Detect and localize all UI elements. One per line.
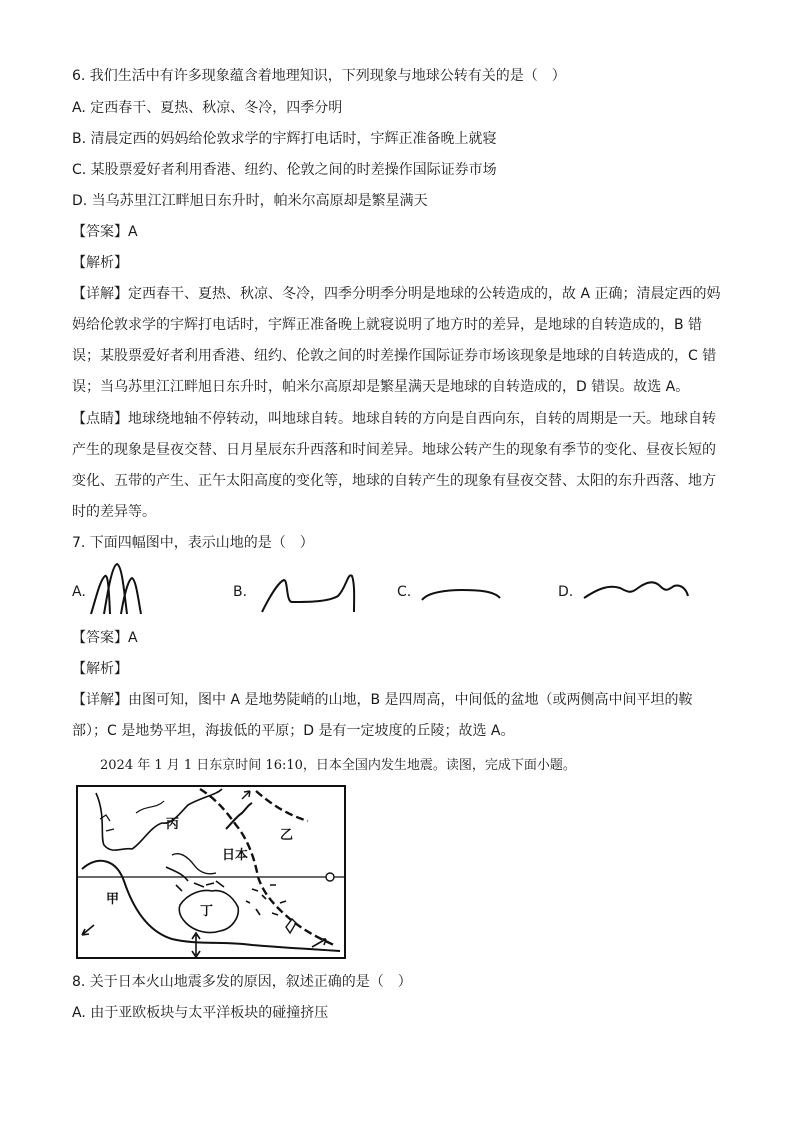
map-label-jia: 甲 <box>106 892 120 907</box>
plate-map <box>76 785 346 959</box>
q7-detail-label: 【详解】 <box>72 692 128 708</box>
equator-marker <box>326 873 334 881</box>
map-label-yi: 乙 <box>280 828 294 843</box>
q7-detail-line-2: 部）；C 是地势平坦，海拔低的平原；D 是有一定坡度的丘陵；故选 A。 <box>72 723 515 739</box>
q7-figure-d-hills <box>582 578 690 606</box>
q7-stem: 7. 下面四幅图中，表示山地的是（ ） <box>72 535 314 551</box>
q6-tip-line-1: 【点睛】地球绕地轴不停转动，叫地球自转。地球自转的方向是自西向东，自转的周期是一天。地球自转 <box>72 411 716 427</box>
material-intro: 2024 年 1 月 1 日东京时间 16:10，日本全国内发生地震。读图，完成下面小题。 <box>100 758 576 773</box>
q6-option-c: C. 某股票爱好者利用香港、纽约、伦敦之间的时差操作国际证券市场 <box>72 162 497 178</box>
q6-detail-line-3: 误；某股票爱好者利用香港、纽约、伦敦之间的时差操作国际证券市场该现象是地球的自转造成的，C 错 <box>72 348 717 364</box>
q7-option-d-label: D. <box>558 584 574 600</box>
map-label-bing: 丙 <box>166 817 180 832</box>
q7-option-b-label: B. <box>233 584 248 600</box>
q6-tip-line-3: 变化、五带的产生、正午太阳高度的变化等，地球的自转产生的现象有昼夜交替、太阳的东升西落、地方 <box>72 473 716 489</box>
q7-analysis-label: 【解析】 <box>72 661 128 677</box>
q6-detail-line-4: 误；当乌苏里江江畔旭日东升时，帕米尔高原却是繁星满天是地球的自转造成的，D 错误。故选 A。 <box>72 379 690 395</box>
q8-stem: 8. 关于日本火山地震多发的原因，叙述正确的是（ ） <box>72 974 412 990</box>
q7-option-a-label: A. <box>72 584 86 600</box>
q6-tip-line-4: 时的差异等。 <box>72 504 156 520</box>
q7-figure-b-basin <box>258 566 358 616</box>
q6-answer: 【答案】A <box>72 224 138 240</box>
map-label-ding: 丁 <box>200 904 214 919</box>
q6-option-d: D. 当乌苏里江江畔旭日东升时，帕米尔高原却是繁星满天 <box>72 193 428 209</box>
q7-detail-line-1: 【详解】由图可知，图中 A 是地势陡峭的山地，B 是四周高，中间低的盆地（或两侧高中间平坦的鞍 <box>72 692 693 708</box>
q6-detail-label: 【详解】 <box>72 286 128 302</box>
q6-option-b: B. 清晨定西的妈妈给伦敦求学的宇辉打电话时，宇辉正准备晚上就寝 <box>72 131 497 147</box>
q7-figure-a-mountain <box>88 560 144 616</box>
q6-detail-line-2: 妈给伦敦求学的宇辉打电话时，宇辉正准备晚上就寝说明了地方时的差异，是地球的自转造成的，B 错 <box>72 317 703 333</box>
q8-option-a: A. 由于亚欧板块与太平洋板块的碰撞挤压 <box>72 1005 329 1021</box>
q6-option-a: A. 定西春干、夏热、秋凉、冬冷，四季分明 <box>72 100 343 116</box>
q6-analysis-label: 【解析】 <box>72 255 128 271</box>
q6-tip-label: 【点睛】 <box>72 411 128 427</box>
map-label-riben: 日本 <box>222 848 249 863</box>
q6-detail-line-1: 【详解】定西春干、夏热、秋凉、冬冷，四季分明季分明是地球的公转造成的，故 A 正确；清晨定西的妈 <box>72 286 721 302</box>
q7-figure-c-plain <box>418 584 504 608</box>
q7-option-c-label: C. <box>397 584 412 600</box>
q6-tip-line-2: 产生的现象是昼夜交替、日月星辰东升西落和时间差异。地球公转产生的现象有季节的变化、昼夜长短的 <box>72 442 716 458</box>
q6-stem: 6. 我们生活中有许多现象蕴含着地理知识，下列现象与地球公转有关的是（ ） <box>72 68 566 84</box>
q7-answer: 【答案】A <box>72 630 138 646</box>
